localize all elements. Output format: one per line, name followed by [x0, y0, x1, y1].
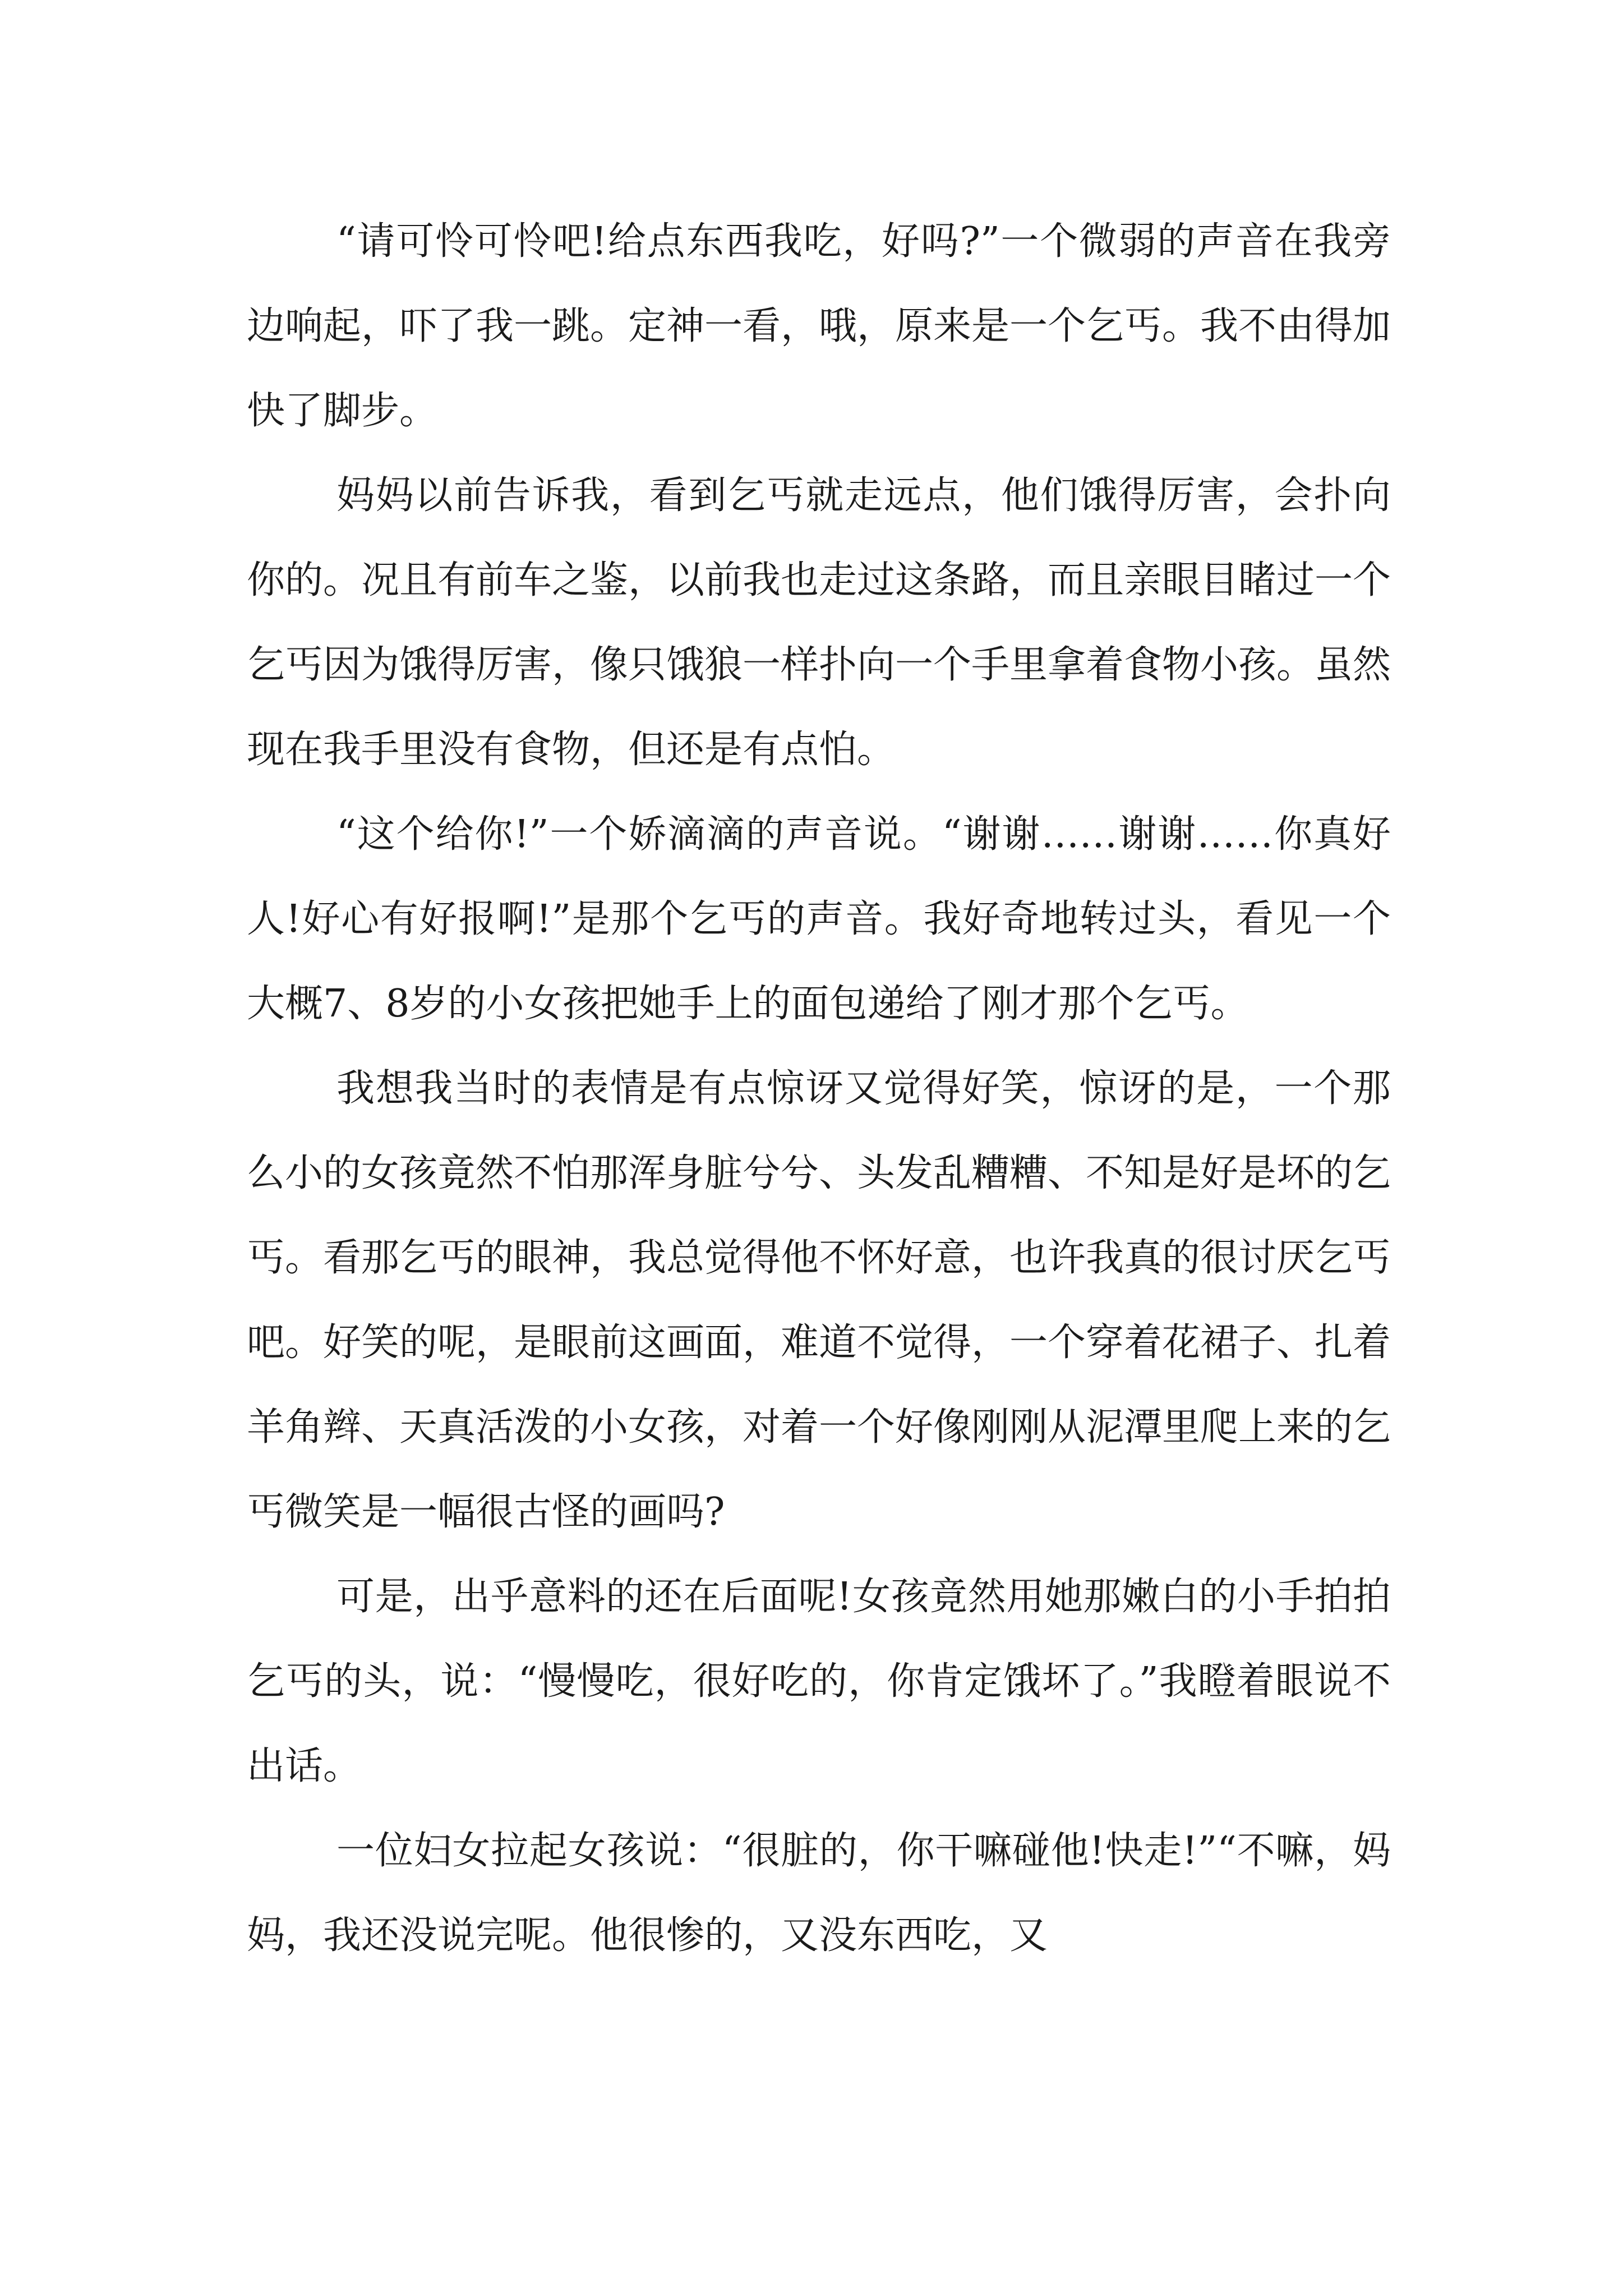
paragraph-6: 一位妇女拉起女孩说：“很脏的，你干嘛碰他!快走!”“不嘛，妈妈，我还没说完呢。他很惨的，又没东西吃，又: [247, 1829, 1391, 1958]
paragraph-3: “这个给你!”一个娇滴滴的声音说。“谢谢……谢谢……你真好人!好心有好报啊!”是那个乞丐的声音。我好奇地转过头，看见一个大概7、8岁的小女孩把她手上的面包递给了刚才那个乞丐。: [247, 812, 1391, 1026]
paragraph-2: 妈妈以前告诉我，看到乞丐就走远点，他们饿得厉害，会扑向你的。况且有前车之鉴，以前我也走过这条路，而且亲眼目睹过一个乞丐因为饿得厉害，像只饿狼一样扑向一个手里拿着食物小孩。虽然现在我手里没有食物，但还是有点怕。: [247, 473, 1391, 772]
paragraph-1: “请可怜可怜吧!给点东西我吃，好吗?”一个微弱的声音在我旁边响起，吓了我一跳。定神一看，哦，原来是一个乞丐。我不由得加快了脚步。: [247, 219, 1391, 433]
paragraph-4: 我想我当时的表情是有点惊讶又觉得好笑，惊讶的是，一个那么小的女孩竟然不怕那浑身脏兮兮、头发乱糟糟、不知是好是坏的乞丐。看那乞丐的眼神，我总觉得他不怀好意，也许我真的很讨厌乞丐吧。好笑的呢，是眼前这画面，难道不觉得，一个穿着花裙子、扎着羊角辫、天真活泼的小女孩，对着一个好像刚刚从泥潭里爬上来的乞丐微笑是一幅很古怪的画吗?: [247, 1066, 1391, 1534]
paragraph-5: 可是，出乎意料的还在后面呢!女孩竟然用她那嫩白的小手拍拍乞丐的头，说：“慢慢吃，很好吃的，你肯定饿坏了。”我瞪着眼说不出话。: [247, 1575, 1391, 1788]
document-body: [247, 199, 1391, 1978]
